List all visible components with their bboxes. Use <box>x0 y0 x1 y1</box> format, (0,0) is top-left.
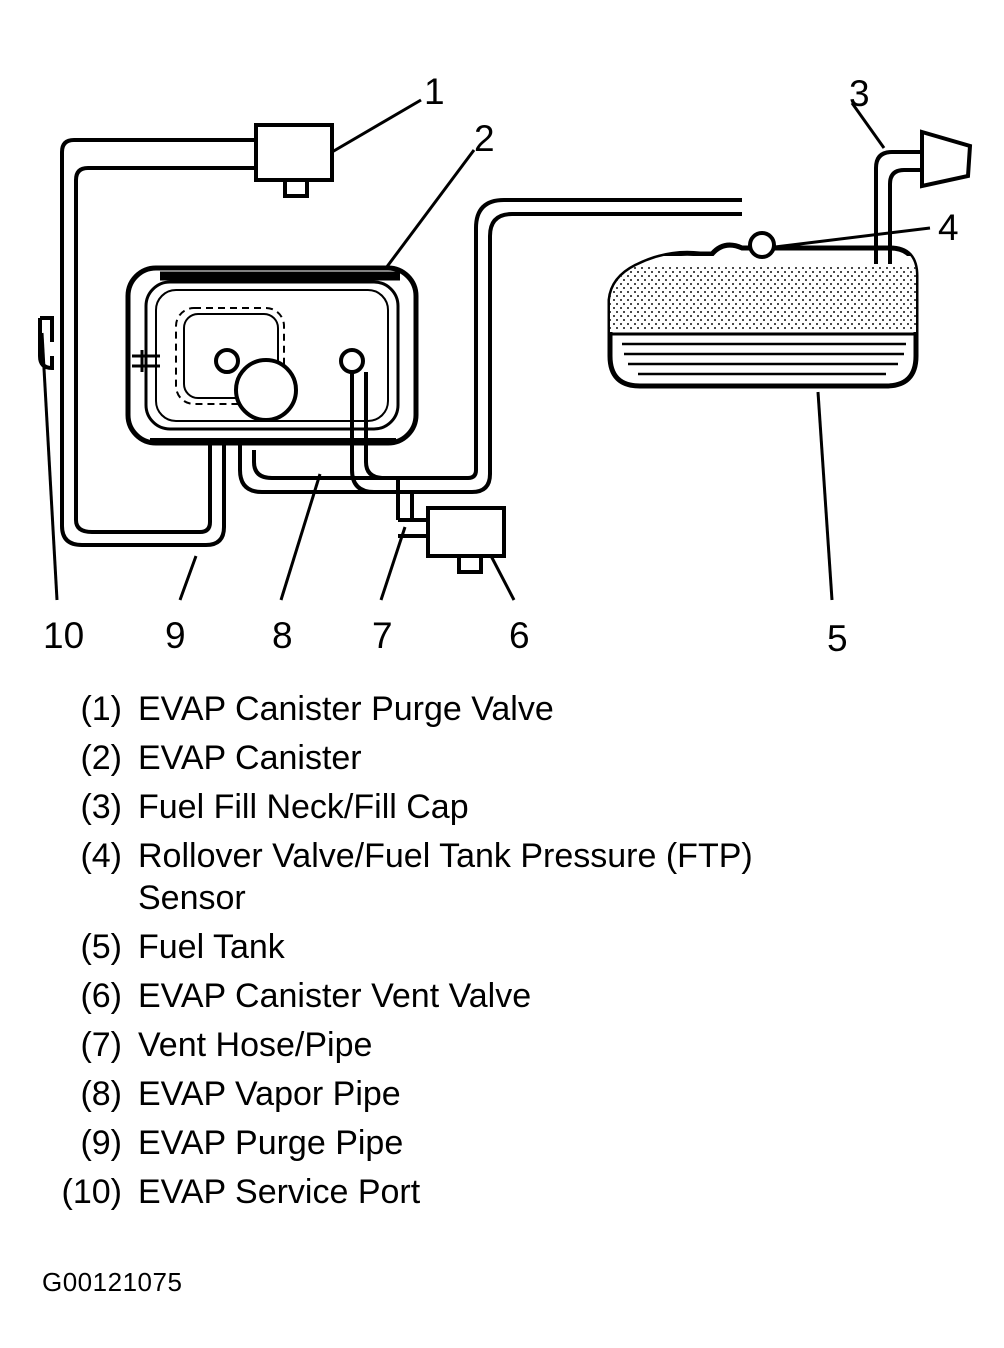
figure-code: G00121075 <box>42 1267 183 1297</box>
legend-item <box>0 688 1004 730</box>
legend-item-number: (3) <box>80 788 122 826</box>
legend-item-label: EVAP Purge Pipe <box>138 1124 404 1162</box>
legend <box>0 688 1004 1220</box>
callout-label-9: 9 <box>165 615 186 656</box>
callout-label-4: 4 <box>938 207 959 248</box>
legend-item <box>0 1122 1004 1164</box>
callout-label-6: 6 <box>509 615 530 656</box>
callout-label-5: 5 <box>827 618 848 659</box>
legend-item-number: (1) <box>80 690 122 728</box>
evap-canister <box>128 268 416 443</box>
legend-item-label: Fuel Tank <box>138 928 285 966</box>
fuel-tank <box>606 245 929 386</box>
legend-item-label: EVAP Canister Vent Valve <box>138 977 532 1015</box>
leader-4 <box>775 228 930 247</box>
callout-label-7: 7 <box>372 615 393 656</box>
leader-1 <box>332 100 421 152</box>
legend-item-number: (4) <box>80 837 122 875</box>
legend-item-number: (9) <box>80 1124 122 1162</box>
legend-item-label: EVAP Service Port <box>138 1173 421 1211</box>
legend-item-label: Fuel Fill Neck/Fill Cap <box>138 788 469 826</box>
legend-item-label: Rollover Valve/Fuel Tank Pressure (FTP) Sensor <box>138 837 753 917</box>
callout-label-1: 1 <box>424 71 445 112</box>
legend-item-label: EVAP Canister Purge Valve <box>138 690 554 728</box>
leader-10 <box>42 333 57 600</box>
legend-item-label: EVAP Vapor Pipe <box>138 1075 401 1113</box>
evap-canister-vent-valve <box>428 508 504 572</box>
legend-item <box>0 1171 1004 1213</box>
legend-item-number: (6) <box>80 977 122 1015</box>
legend-item-number: (10) <box>61 1173 122 1211</box>
legend-item-number: (2) <box>80 739 122 777</box>
legend-item <box>0 1073 1004 1115</box>
legend-item <box>0 1024 1004 1066</box>
legend-item <box>0 975 1004 1017</box>
legend-item-number: (7) <box>80 1026 122 1064</box>
legend-item <box>0 926 1004 968</box>
legend-item-number: (8) <box>80 1075 122 1113</box>
legend-item-label: Vent Hose/Pipe <box>138 1026 373 1064</box>
legend-item <box>0 786 1004 828</box>
callout-label-2: 2 <box>474 118 495 159</box>
evap-service-port <box>40 318 52 368</box>
callout-label-10: 10 <box>43 615 85 656</box>
leader-9 <box>180 556 196 600</box>
legend-item <box>0 835 1004 919</box>
leader-2 <box>386 150 474 268</box>
callout-label-3: 3 <box>849 73 870 114</box>
legend-item-label: EVAP Canister <box>138 739 362 777</box>
evap-canister-purge-valve <box>256 125 332 196</box>
rollover-valve-ftp-sensor <box>750 233 774 257</box>
vent-hose-pipe <box>240 444 428 536</box>
legend-item-number: (5) <box>80 928 122 966</box>
legend-item <box>0 737 1004 779</box>
leader-6 <box>489 552 514 600</box>
leader-5 <box>818 392 832 600</box>
callout-label-8: 8 <box>272 615 293 656</box>
